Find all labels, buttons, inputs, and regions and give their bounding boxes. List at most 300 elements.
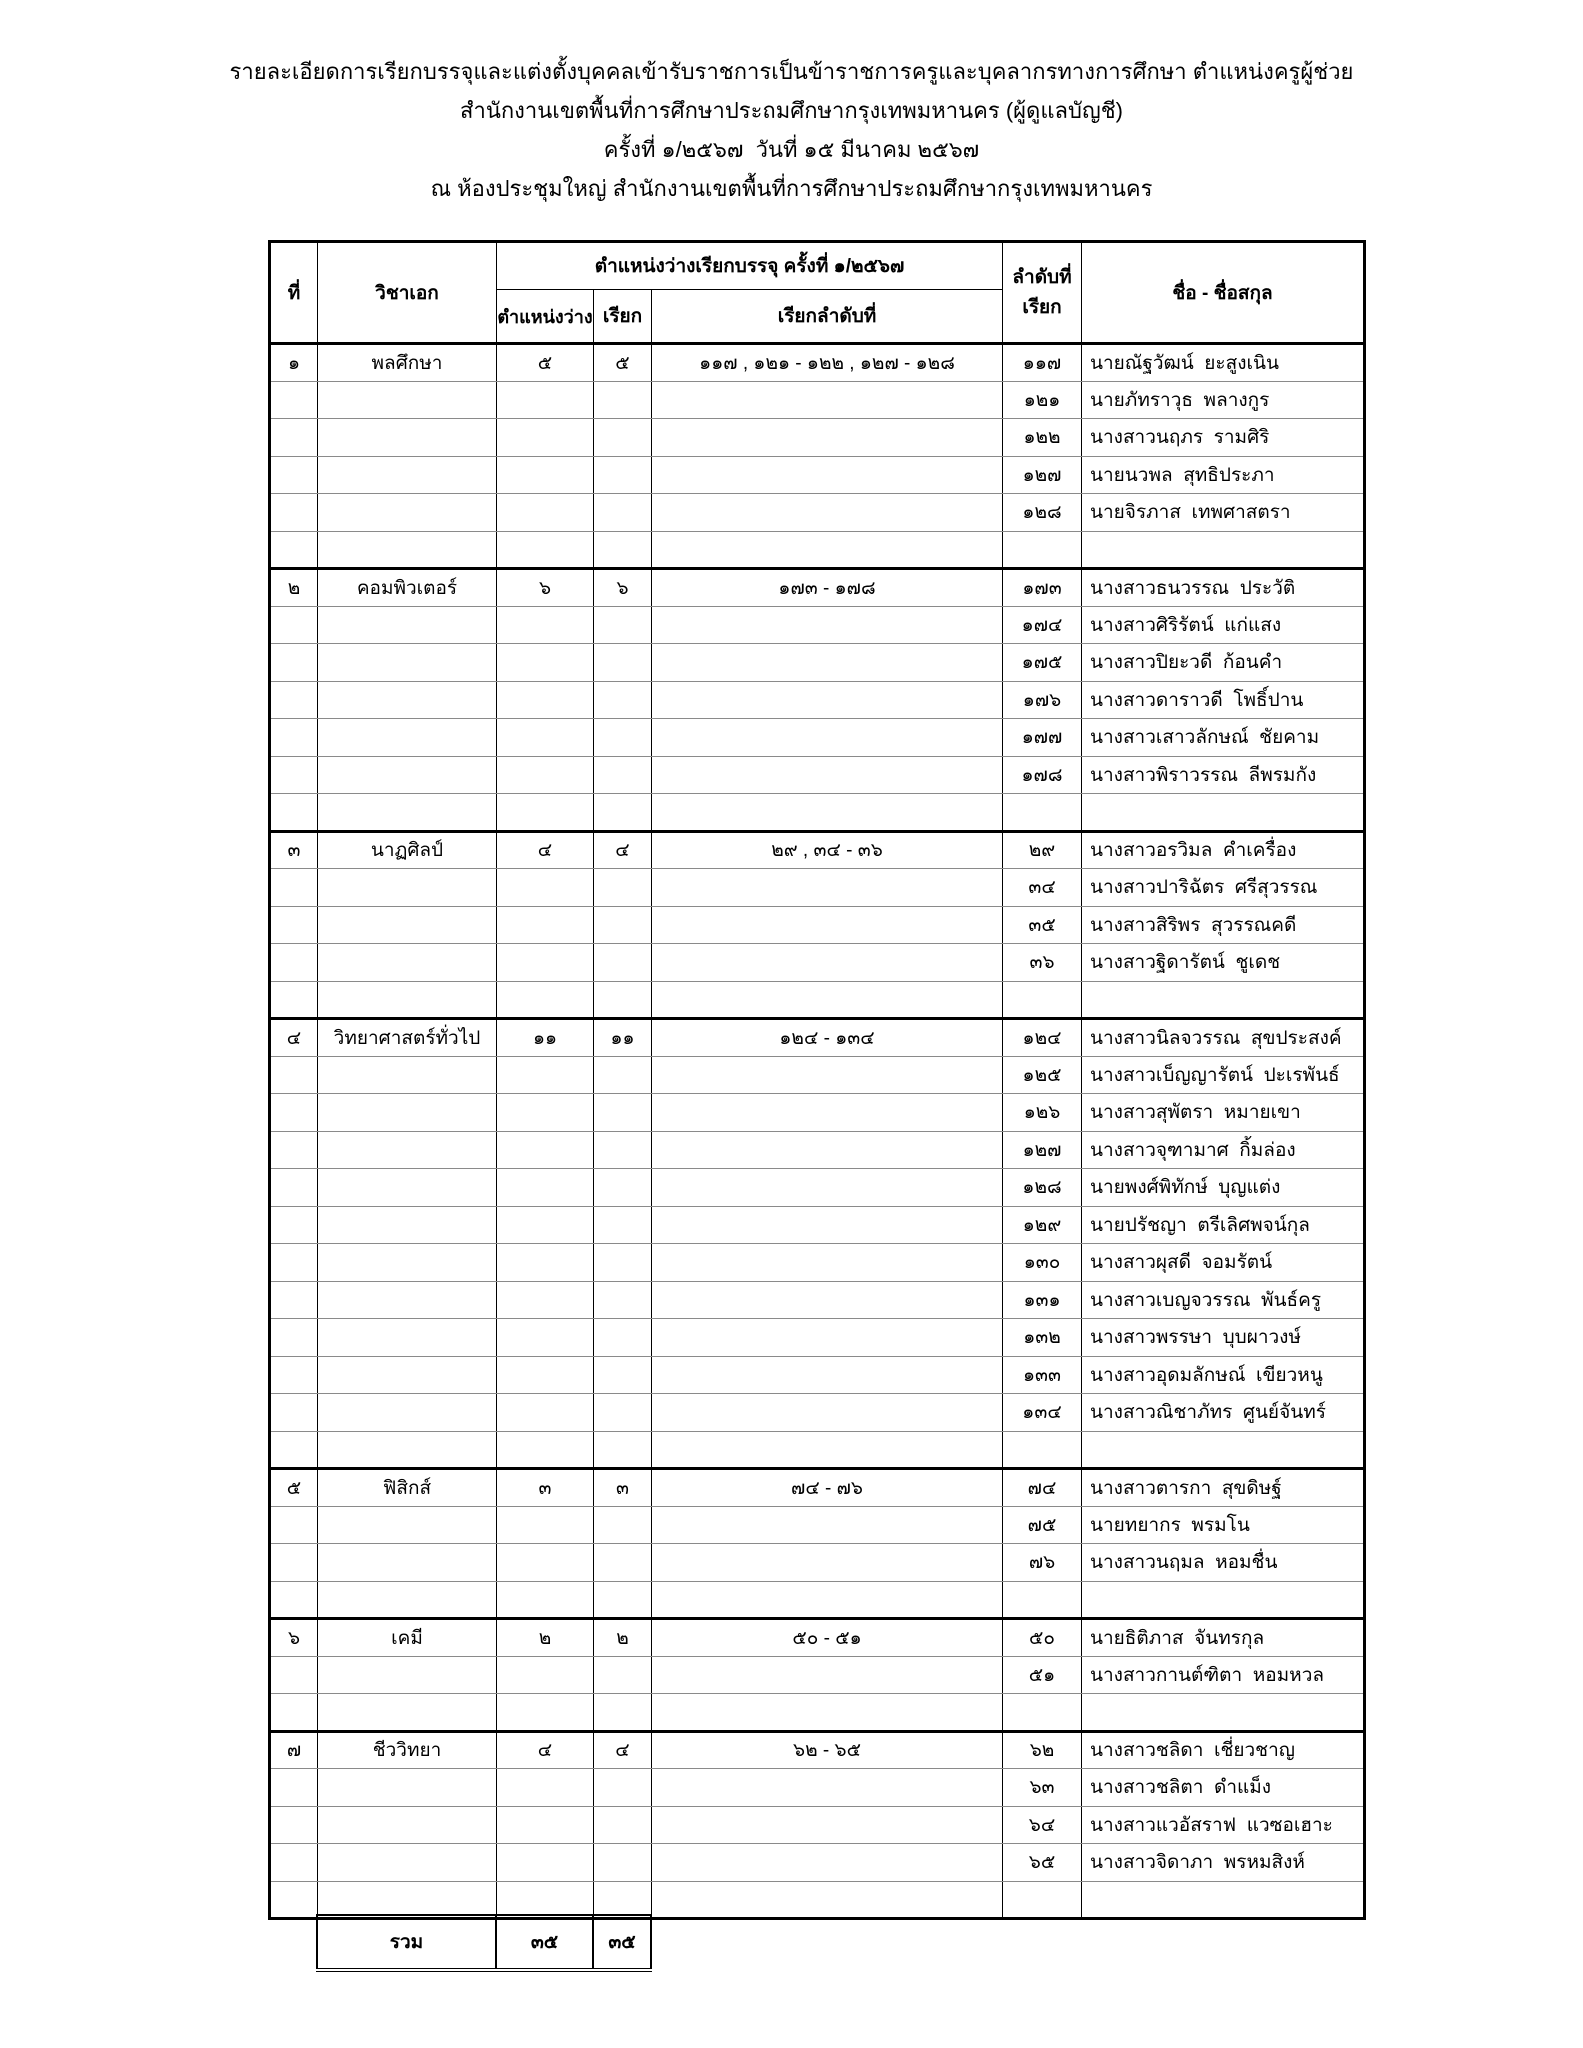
table-row xyxy=(270,1169,1365,1207)
cell-order: ๖๔ xyxy=(1003,1806,1082,1844)
cell-call-numbers xyxy=(652,1881,1003,1919)
cell-name: นางสาวฐิดารัตน์ ชูเดช xyxy=(1082,944,1365,982)
cell-major xyxy=(318,1056,497,1094)
cell-major xyxy=(318,981,497,1019)
cell-major xyxy=(318,1319,497,1357)
table-row xyxy=(270,1656,1365,1694)
cell-vacant: ๖ xyxy=(497,569,594,607)
table-row xyxy=(270,1281,1365,1319)
cell-major xyxy=(318,869,497,907)
cell-call-numbers: ๑๒๔ - ๑๓๔ xyxy=(652,1019,1003,1057)
table-body xyxy=(270,344,1365,1919)
cell-call-numbers xyxy=(652,1206,1003,1244)
cell-major xyxy=(318,1806,497,1844)
cell-no xyxy=(270,644,318,682)
cell-vacant xyxy=(497,981,594,1019)
cell-vacant xyxy=(497,1244,594,1282)
cell-order: ๑๒๔ xyxy=(1003,1019,1082,1057)
table-row xyxy=(270,1769,1365,1807)
table-row xyxy=(270,831,1365,869)
cell-called xyxy=(594,1356,652,1394)
cell-called xyxy=(594,1169,652,1207)
table-row xyxy=(270,1581,1365,1619)
cell-order xyxy=(1003,1431,1082,1469)
table-row xyxy=(270,1619,1365,1657)
cell-called xyxy=(594,719,652,757)
cell-called: ๒ xyxy=(594,1619,652,1657)
cell-order: ๗๔ xyxy=(1003,1469,1082,1507)
cell-vacant: ๑๑ xyxy=(497,1019,594,1057)
appointment-table xyxy=(268,240,1366,1920)
cell-called xyxy=(594,756,652,794)
cell-major xyxy=(318,1694,497,1732)
cell-order: ๑๗๓ xyxy=(1003,569,1082,607)
cell-name xyxy=(1082,1694,1365,1732)
cell-no: ๑ xyxy=(270,344,318,382)
cell-major xyxy=(318,756,497,794)
title-line-1: รายละเอียดการเรียกบรรจุและแต่งตั้งบุคคลเข้ารับราชการเป็นข้าราชการครูและบุคลากรทางการศึกษา ตำแหน่งครูผู้ช่วย xyxy=(229,59,1354,84)
cell-name: นางสาวเบ็ญญารัตน์ ปะเรพันธ์ xyxy=(1082,1056,1365,1094)
summary-called-total: ๓๕ xyxy=(593,1915,651,1970)
cell-order: ๓๖ xyxy=(1003,944,1082,982)
cell-order: ๑๓๓ xyxy=(1003,1356,1082,1394)
cell-major xyxy=(318,494,497,532)
cell-vacant xyxy=(497,1694,594,1732)
cell-no xyxy=(270,1131,318,1169)
cell-no xyxy=(270,1206,318,1244)
header-name: ชื่อ - ชื่อสกุล xyxy=(1082,242,1365,344)
cell-called xyxy=(594,681,652,719)
cell-major xyxy=(318,1356,497,1394)
table-row xyxy=(270,1506,1365,1544)
cell-called: ๔ xyxy=(594,831,652,869)
cell-no xyxy=(270,1056,318,1094)
cell-call-numbers xyxy=(652,1769,1003,1807)
cell-name xyxy=(1082,531,1365,569)
table-row xyxy=(270,1844,1365,1882)
cell-call-numbers xyxy=(652,794,1003,832)
cell-name: นางสาวสุพัตรา หมายเขา xyxy=(1082,1094,1365,1132)
cell-no xyxy=(270,1769,318,1807)
cell-name: นายพงศ์พิทักษ์ บุญแต่ง xyxy=(1082,1169,1365,1207)
header-vacant: ตำแหน่งว่าง xyxy=(497,290,594,344)
cell-name: นางสาวพรรษา บุบผาวงษ์ xyxy=(1082,1319,1365,1357)
cell-major xyxy=(318,1881,497,1919)
header-order-line1: ลำดับที่ xyxy=(1012,267,1072,289)
table-row xyxy=(270,344,1365,382)
cell-order: ๖๕ xyxy=(1003,1844,1082,1882)
cell-called xyxy=(594,1881,652,1919)
cell-call-numbers xyxy=(652,644,1003,682)
cell-call-numbers: ๒๙ , ๓๔ - ๓๖ xyxy=(652,831,1003,869)
cell-no xyxy=(270,1244,318,1282)
cell-name: นางสาวอรวิมล คำเครื่อง xyxy=(1082,831,1365,869)
cell-major xyxy=(318,1169,497,1207)
table-row xyxy=(270,606,1365,644)
cell-no: ๔ xyxy=(270,1019,318,1057)
cell-called xyxy=(594,1281,652,1319)
cell-no xyxy=(270,531,318,569)
cell-no: ๗ xyxy=(270,1731,318,1769)
cell-no xyxy=(270,1319,318,1357)
cell-name: นายปรัชญา ตรีเลิศพจน์กุล xyxy=(1082,1206,1365,1244)
cell-name: นางสาวกานต์ฑิตา หอมหวล xyxy=(1082,1656,1365,1694)
cell-called: ๔ xyxy=(594,1731,652,1769)
cell-called xyxy=(594,1844,652,1882)
cell-major: คอมพิวเตอร์ xyxy=(318,569,497,607)
table-row xyxy=(270,494,1365,532)
cell-called xyxy=(594,531,652,569)
cell-no xyxy=(270,756,318,794)
cell-call-numbers xyxy=(652,981,1003,1019)
cell-name: นายณัฐวัฒน์ ยะสูงเนิน xyxy=(1082,344,1365,382)
cell-called xyxy=(594,944,652,982)
table-row xyxy=(270,1094,1365,1132)
cell-called xyxy=(594,1806,652,1844)
cell-order: ๑๗๔ xyxy=(1003,606,1082,644)
cell-no xyxy=(270,719,318,757)
cell-called xyxy=(594,1394,652,1432)
cell-called: ๖ xyxy=(594,569,652,607)
cell-called xyxy=(594,1769,652,1807)
cell-order: ๑๓๒ xyxy=(1003,1319,1082,1357)
cell-order: ๕๑ xyxy=(1003,1656,1082,1694)
cell-vacant xyxy=(497,1394,594,1432)
cell-name: นางสาวธนวรรณ ประวัติ xyxy=(1082,569,1365,607)
cell-no: ๕ xyxy=(270,1469,318,1507)
cell-call-numbers xyxy=(652,1806,1003,1844)
cell-no xyxy=(270,681,318,719)
cell-order: ๑๓๔ xyxy=(1003,1394,1082,1432)
cell-call-numbers xyxy=(652,1394,1003,1432)
cell-no xyxy=(270,1281,318,1319)
cell-no xyxy=(270,1656,318,1694)
cell-order: ๓๕ xyxy=(1003,906,1082,944)
table-row xyxy=(270,1019,1365,1057)
table-row xyxy=(270,456,1365,494)
table-row xyxy=(270,1806,1365,1844)
title-line-3: ครั้งที่ ๑/๒๕๖๗ วันที่ ๑๕ มีนาคม ๒๕๖๗ xyxy=(603,137,980,162)
cell-vacant xyxy=(497,1844,594,1882)
cell-name: นางสาวเสาวลักษณ์ ชัยคาม xyxy=(1082,719,1365,757)
cell-no xyxy=(270,869,318,907)
cell-order: ๖๓ xyxy=(1003,1769,1082,1807)
cell-vacant: ๕ xyxy=(497,344,594,382)
header-called: เรียก xyxy=(594,290,652,344)
cell-called xyxy=(594,794,652,832)
cell-vacant xyxy=(497,869,594,907)
cell-order: ๑๒๘ xyxy=(1003,1169,1082,1207)
cell-order xyxy=(1003,794,1082,832)
cell-name xyxy=(1082,981,1365,1019)
cell-vacant xyxy=(497,1356,594,1394)
cell-called xyxy=(594,1094,652,1132)
cell-call-numbers xyxy=(652,1431,1003,1469)
cell-name: นางสาวจุฑามาศ กิ้มล่อง xyxy=(1082,1131,1365,1169)
cell-call-numbers: ๗๔ - ๗๖ xyxy=(652,1469,1003,1507)
cell-call-numbers: ๑๗๓ - ๑๗๘ xyxy=(652,569,1003,607)
cell-order: ๑๓๑ xyxy=(1003,1281,1082,1319)
cell-order: ๑๒๘ xyxy=(1003,494,1082,532)
cell-vacant xyxy=(497,419,594,457)
cell-major xyxy=(318,419,497,457)
cell-major xyxy=(318,1581,497,1619)
table-row xyxy=(270,1544,1365,1582)
cell-call-numbers: ๑๑๗ , ๑๒๑ - ๑๒๒ , ๑๒๗ - ๑๒๘ xyxy=(652,344,1003,382)
cell-call-numbers xyxy=(652,1656,1003,1694)
summary-row xyxy=(316,1914,652,1972)
table-row xyxy=(270,531,1365,569)
cell-vacant xyxy=(497,1431,594,1469)
cell-no: ๖ xyxy=(270,1619,318,1657)
cell-called xyxy=(594,381,652,419)
cell-called xyxy=(594,1244,652,1282)
table-row xyxy=(270,906,1365,944)
cell-name: นายจิรภาส เทพศาสตรา xyxy=(1082,494,1365,532)
cell-call-numbers xyxy=(652,1694,1003,1732)
cell-call-numbers xyxy=(652,1131,1003,1169)
table-header xyxy=(270,242,1365,344)
cell-call-numbers xyxy=(652,719,1003,757)
cell-no xyxy=(270,794,318,832)
cell-vacant xyxy=(497,1169,594,1207)
cell-called xyxy=(594,1656,652,1694)
cell-major xyxy=(318,1244,497,1282)
cell-vacant xyxy=(497,494,594,532)
cell-no: ๒ xyxy=(270,569,318,607)
cell-called xyxy=(594,456,652,494)
table-row xyxy=(270,1469,1365,1507)
cell-name: นางสาวผุสดี จอมรัตน์ xyxy=(1082,1244,1365,1282)
cell-called xyxy=(594,1544,652,1582)
cell-called xyxy=(594,1206,652,1244)
cell-order: ๑๗๖ xyxy=(1003,681,1082,719)
cell-name: นางสาวอุดมลักษณ์ เขียวหนู xyxy=(1082,1356,1365,1394)
cell-no xyxy=(270,1506,318,1544)
cell-name: นางสาวนฤภร รามศิริ xyxy=(1082,419,1365,457)
cell-no xyxy=(270,1431,318,1469)
table-row xyxy=(270,1731,1365,1769)
cell-major xyxy=(318,1131,497,1169)
cell-order xyxy=(1003,981,1082,1019)
cell-called xyxy=(594,1319,652,1357)
cell-call-numbers xyxy=(652,756,1003,794)
cell-no xyxy=(270,1544,318,1582)
header-call-numbers: เรียกลำดับที่ xyxy=(652,290,1003,344)
cell-major xyxy=(318,1506,497,1544)
cell-name: นางสาวดาราวดี โพธิ์ปาน xyxy=(1082,681,1365,719)
table-row xyxy=(270,1319,1365,1357)
cell-name: นายนวพล สุทธิประภา xyxy=(1082,456,1365,494)
table-row xyxy=(270,1131,1365,1169)
cell-called xyxy=(594,1694,652,1732)
cell-no xyxy=(270,1169,318,1207)
cell-order: ๑๒๖ xyxy=(1003,1094,1082,1132)
table-row xyxy=(270,1056,1365,1094)
cell-no xyxy=(270,1844,318,1882)
cell-vacant xyxy=(497,756,594,794)
cell-vacant xyxy=(497,906,594,944)
cell-vacant: ๔ xyxy=(497,1731,594,1769)
cell-order xyxy=(1003,1581,1082,1619)
cell-no xyxy=(270,1394,318,1432)
cell-no xyxy=(270,419,318,457)
cell-order: ๒๙ xyxy=(1003,831,1082,869)
table-row xyxy=(270,981,1365,1019)
cell-vacant xyxy=(497,531,594,569)
table-row xyxy=(270,1356,1365,1394)
cell-called xyxy=(594,1581,652,1619)
cell-major xyxy=(318,456,497,494)
cell-called xyxy=(594,494,652,532)
cell-major: วิทยาศาสตร์ทั่วไป xyxy=(318,1019,497,1057)
cell-call-numbers xyxy=(652,606,1003,644)
cell-major xyxy=(318,381,497,419)
cell-call-numbers xyxy=(652,494,1003,532)
cell-vacant xyxy=(497,1056,594,1094)
summary-vacant-total: ๓๕ xyxy=(496,1915,593,1970)
cell-vacant xyxy=(497,719,594,757)
cell-call-numbers xyxy=(652,1169,1003,1207)
cell-order: ๕๐ xyxy=(1003,1619,1082,1657)
cell-called xyxy=(594,981,652,1019)
cell-vacant xyxy=(497,381,594,419)
cell-no xyxy=(270,456,318,494)
cell-name: นางสาวจิดาภา พรหมสิงห์ xyxy=(1082,1844,1365,1882)
cell-no: ๓ xyxy=(270,831,318,869)
header-order xyxy=(1003,242,1082,344)
cell-order: ๑๗๕ xyxy=(1003,644,1082,682)
cell-major xyxy=(318,644,497,682)
cell-called xyxy=(594,1131,652,1169)
table-row xyxy=(270,719,1365,757)
cell-name: นางสาวศิริรัตน์ แก่แสง xyxy=(1082,606,1365,644)
table-row xyxy=(270,569,1365,607)
cell-major xyxy=(318,1656,497,1694)
cell-vacant xyxy=(497,606,594,644)
cell-called xyxy=(594,906,652,944)
cell-order: ๗๕ xyxy=(1003,1506,1082,1544)
cell-vacant xyxy=(497,1656,594,1694)
cell-vacant: ๔ xyxy=(497,831,594,869)
table-row xyxy=(270,1394,1365,1432)
cell-name: นางสาวปิยะวดี ก้อนคำ xyxy=(1082,644,1365,682)
cell-major xyxy=(318,1206,497,1244)
cell-call-numbers xyxy=(652,1581,1003,1619)
cell-vacant: ๓ xyxy=(497,1469,594,1507)
table-row xyxy=(270,794,1365,832)
cell-no xyxy=(270,906,318,944)
cell-no xyxy=(270,1356,318,1394)
cell-name: นายธิติภาส จันทรกุล xyxy=(1082,1619,1365,1657)
cell-name xyxy=(1082,1881,1365,1919)
cell-call-numbers xyxy=(652,1244,1003,1282)
cell-order: ๗๖ xyxy=(1003,1544,1082,1582)
cell-major xyxy=(318,1394,497,1432)
cell-no xyxy=(270,1694,318,1732)
cell-call-numbers xyxy=(652,1506,1003,1544)
cell-major xyxy=(318,719,497,757)
cell-major: ฟิสิกส์ xyxy=(318,1469,497,1507)
table-row xyxy=(270,1694,1365,1732)
cell-major xyxy=(318,606,497,644)
cell-major: นาฏศิลป์ xyxy=(318,831,497,869)
table-row xyxy=(270,1431,1365,1469)
table-row xyxy=(270,1244,1365,1282)
title-line-4: ณ ห้องประชุมใหญ่ สำนักงานเขตพื้นที่การศึกษาประถมศึกษากรุงเทพมหานคร xyxy=(430,176,1153,201)
table-row xyxy=(270,869,1365,907)
cell-no xyxy=(270,494,318,532)
cell-order xyxy=(1003,1881,1082,1919)
cell-call-numbers xyxy=(652,1356,1003,1394)
cell-major: ชีววิทยา xyxy=(318,1731,497,1769)
cell-called xyxy=(594,606,652,644)
cell-name: นางสาวตารกา สุขดิษฐ์ xyxy=(1082,1469,1365,1507)
cell-called: ๓ xyxy=(594,1469,652,1507)
cell-call-numbers xyxy=(652,531,1003,569)
cell-no xyxy=(270,1581,318,1619)
table-row xyxy=(270,644,1365,682)
cell-order xyxy=(1003,531,1082,569)
cell-vacant xyxy=(497,681,594,719)
header-vacancy-group: ตำแหน่งว่างเรียกบรรจุ ครั้งที่ ๑/๒๕๖๗ xyxy=(497,242,1003,290)
cell-name: นางสาวณิชาภัทร ศูนย์จันทร์ xyxy=(1082,1394,1365,1432)
cell-name xyxy=(1082,1431,1365,1469)
cell-call-numbers xyxy=(652,906,1003,944)
cell-vacant xyxy=(497,1544,594,1582)
cell-called: ๑๑ xyxy=(594,1019,652,1057)
cell-call-numbers xyxy=(652,1094,1003,1132)
cell-no xyxy=(270,944,318,982)
cell-name: นางสาวแวอัสราฟ แวซอเฮาะ xyxy=(1082,1806,1365,1844)
cell-call-numbers xyxy=(652,1281,1003,1319)
cell-major xyxy=(318,681,497,719)
cell-major xyxy=(318,1544,497,1582)
table-row xyxy=(270,419,1365,457)
cell-call-numbers xyxy=(652,1844,1003,1882)
cell-called xyxy=(594,1431,652,1469)
cell-name: นายภัทราวุธ พลางกูร xyxy=(1082,381,1365,419)
cell-name: นางสาวเบญจวรรณ พันธ์ครู xyxy=(1082,1281,1365,1319)
cell-no xyxy=(270,606,318,644)
header-no: ที่ xyxy=(270,242,318,344)
cell-call-numbers xyxy=(652,1544,1003,1582)
cell-major xyxy=(318,1094,497,1132)
cell-call-numbers xyxy=(652,1056,1003,1094)
cell-vacant xyxy=(497,1769,594,1807)
cell-vacant xyxy=(497,944,594,982)
cell-vacant xyxy=(497,1319,594,1357)
cell-name: นายทยากร พรมโน xyxy=(1082,1506,1365,1544)
cell-vacant xyxy=(497,1131,594,1169)
table-row xyxy=(270,756,1365,794)
cell-called xyxy=(594,1506,652,1544)
cell-vacant xyxy=(497,1094,594,1132)
cell-name: นางสาวชลิตา ดำแม็ง xyxy=(1082,1769,1365,1807)
cell-name: นางสาวสิริพร สุวรรณคดี xyxy=(1082,906,1365,944)
cell-name: นางสาวปาริฉัตร ศรีสุวรรณ xyxy=(1082,869,1365,907)
cell-major xyxy=(318,1281,497,1319)
cell-vacant xyxy=(497,1806,594,1844)
cell-order: ๑๒๒ xyxy=(1003,419,1082,457)
title-line-2: สำนักงานเขตพื้นที่การศึกษาประถมศึกษากรุงเทพมหานคร (ผู้ดูแลบัญชี) xyxy=(460,98,1123,123)
cell-vacant xyxy=(497,794,594,832)
cell-major: เคมี xyxy=(318,1619,497,1657)
table-row xyxy=(270,381,1365,419)
cell-no xyxy=(270,981,318,1019)
summary-tr xyxy=(317,1915,651,1970)
cell-order: ๑๑๗ xyxy=(1003,344,1082,382)
